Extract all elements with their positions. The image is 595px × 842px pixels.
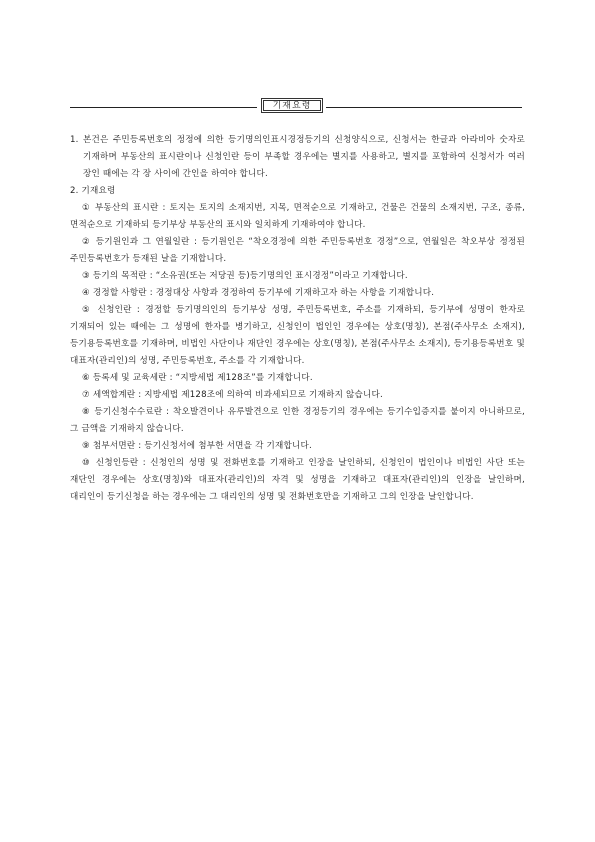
header-rule-right (326, 107, 522, 108)
instruction-item-6: ⑥ 등록세 및 교육세란 : “지방세법 제128조”를 기재합니다. (82, 373, 313, 383)
instruction-item-4: ④ 경정할 사항란 : 경정대상 사항과 경정하여 등기부에 기재하고자 하는 사항을 기재합니다. (82, 288, 435, 298)
instruction-item-3: ③ 등기의 목적란 : “소유권(또는 저당권 등)등기명의인 표시경정”이라고 기재합니다. (82, 271, 408, 281)
instruction-paragraph-2: 2. 기재요령 (70, 186, 116, 196)
instruction-item-1: ① 부동산의 표시란 : 토지는 토지의 소재지번, 지목, 면적순으로 기재하고, 건물은 건물의 소재지번, 구조, 종류, 면적순으로 기재하되 등기부상 부동산의 표시와 일치하게 기재하여야 합니다. (70, 203, 525, 230)
instruction-item-5: ⑤ 신청인란 : 경정할 등기명의인의 등기부상 성명, 주민등록번호, 주소를 기재하되, 등기부에 성명이 한자로 기재되어 있는 때에는 그 성명에 한자를 병기하고, 신청인이 법인인 경우에는 상호(명칭), 본점(주사무소 소재지), 등기용등록번호를 기재하며, 비법인 사단이나 재단인 경우에는 상호(명칭), 본점(주사무소 소재지), 등기용등록번호 및 대표자(관리인)의 성명, 주민등록번호, 주소를 각 기재합니다. (70, 305, 525, 366)
instruction-item-2: ② 등기원인과 그 연월일란 : 등기원인은 “착오경정에 의한 주민등록번호 경정”으로, 연월일은 착오부상 정정된 주민등록번호가 등재된 날을 기재합니다. (70, 237, 525, 264)
header-rule-left (70, 107, 257, 108)
instruction-item-9: ⑨ 첨부서면란 : 등기신청서에 첨부한 서면을 각 기재합니다. (82, 441, 312, 451)
instruction-item-7: ⑦ 세액합계란 : 지방세법 제128조에 의하여 비과세되므로 기재하지 않습니다. (82, 390, 383, 400)
instruction-item-10: ⑩ 신청인등란 : 신청인의 성명 및 전화번호를 기재하고 인장을 날인하되, 신청인이 법인이나 비법인 사단 또는 재단인 경우에는 상호(명칭)와 대표자(관리인)의 자격 및 성명을 기재하고 대표자(관리인)의 인장을 날인하며, 대리인이 등기신청을 하는 경우에는 그 대리인의 성명 및 전화번호만을 기재하고 그의 인장을 날인합니다. (70, 458, 525, 502)
instruction-item-8: ⑧ 등기신청수수료란 : 착오발견이나 유루발견으로 인한 경정등기의 경우에는 등기수입증지를 붙이지 아니하므로, 그 금액을 기재하지 않습니다. (70, 407, 525, 434)
page-title: 기재요령 (261, 98, 323, 113)
section-header (70, 98, 522, 114)
instructions-body (70, 132, 525, 506)
instruction-paragraph-1: 1. 본건은 주민등록번호의 정정에 의한 등기명의인표시경정등기의 신청양식으로, 신청서는 한글과 아라비아 숫자로 기재하며 부동산의 표시란이나 신청인란 등이 부족할 경우에는 별지를 사용하고, 별지를 포함하여 신청서가 여러 장인 때에는 각 장 사이에 간인을 하여야 합니다. (70, 135, 525, 179)
